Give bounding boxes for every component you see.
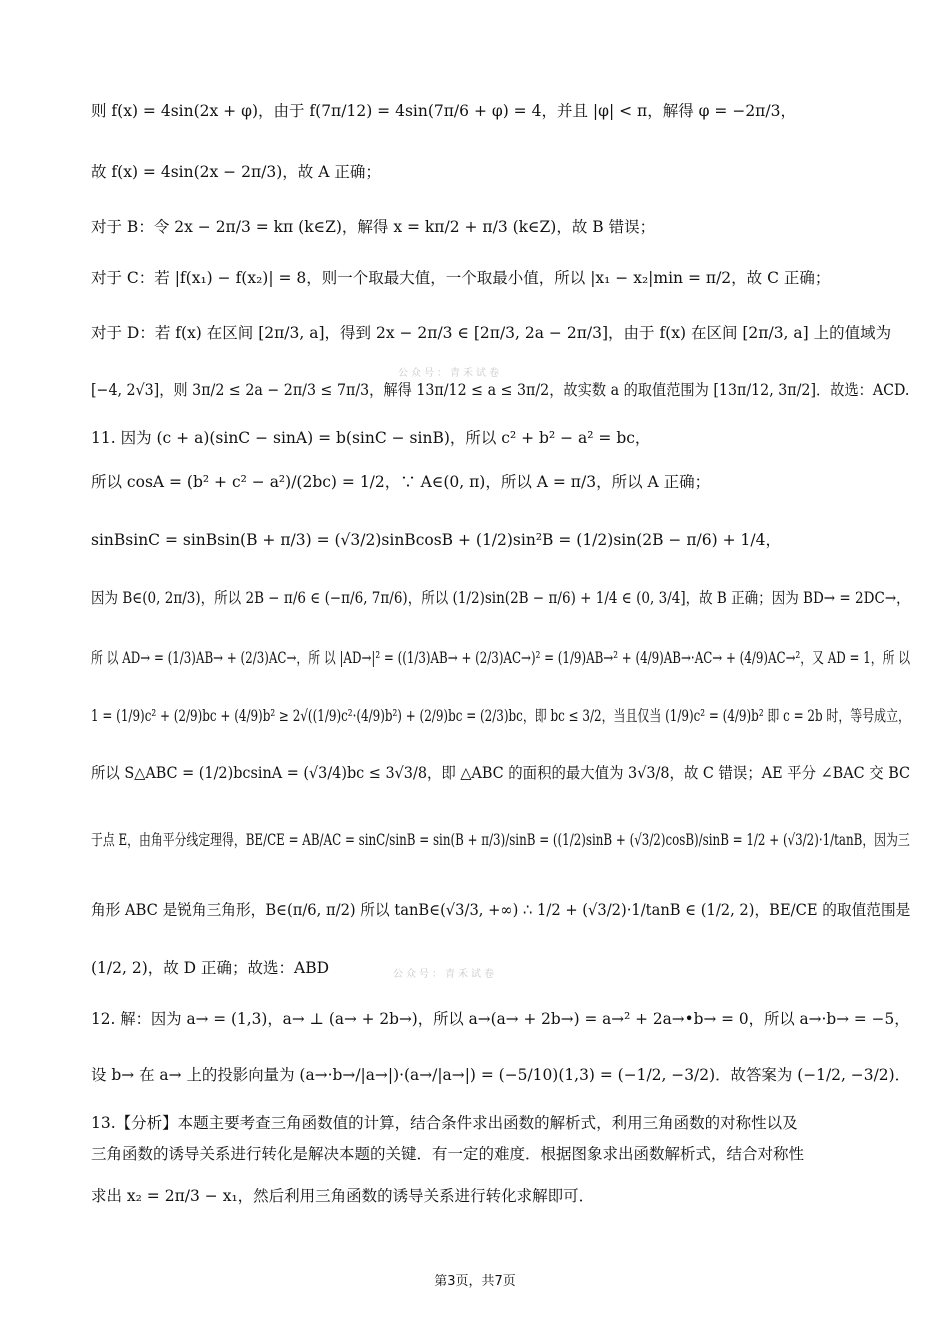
line-10: 因为 B∈(0, 2π/3)，所以 2B − π/6 ∈ (−π/6, 7π/6)，所以 (1/2)sin(2B − π/6) + 1/4 ∈ (0, 3/4]，故 B 正确；因为 BD→ = 2DC→， — [91, 589, 910, 607]
line-18: 设 b→ 在 a→ 上的投影向量为 (a→·b→/|a→|)·(a→/|a→|) = (−5/10)(1,3) = (−1/2, −3/2)．故答案为 (−1/2, −3/2)． — [91, 1066, 911, 1084]
line-4: 对于 C：若 |f(x₁) − f(x₂)| = 8，则一个取最大值，一个取最小值，所以 |x₁ − x₂|min = π/2，故 C 正确； — [91, 269, 831, 287]
watermark: 公众号：青禾试卷 — [398, 368, 502, 379]
line-19: 13.【分析】本题主要考查三角函数值的计算，结合条件求出函数的解析式，利用三角函数的对称性以及 — [91, 1114, 798, 1132]
line-21: 求出 x₂ = 2π/3 − x₁，然后利用三角函数的诱导关系进行转化求解即可． — [91, 1187, 595, 1205]
line-7: 11. 因为 (c + a)(sinC − sinA) = b(sinC − sinB)，所以 c² + b² − a² = bc， — [91, 429, 651, 447]
line-17: 12. 解：因为 a→ = (1,3)，a→ ⊥ (a→ + 2b→)，所以 a→(a→ + 2b→) = a→² + 2a→•b→ = 0，所以 a→·b→ = −5， — [91, 1010, 910, 1028]
line-13: 所以 S△ABC = (1/2)bcsinA = (√3/4)bc ≤ 3√3/8，即 △ABC 的面积的最大值为 3√3/8，故 C 错误；AE 平分 ∠BAC 交 BC — [91, 764, 911, 782]
line-1: 则 f(x) = 4sin(2x + φ)，由于 f(7π/12) = 4sin(7π/6 + φ) = 4，并且 |φ| < π，解得 φ = −2π/3， — [91, 102, 796, 120]
line-11: 所 以 AD→ = (1/3)AB→ + (2/3)AC→，所 以 |AD→|² = ((1/3)AB→ + (2/3)AC→)² = (1/9)AB→² + (4/9)AB→·AC→ + (4/9)AC→²，又 AD = 1，所 以 — [91, 649, 911, 667]
line-20: 三角函数的诱导关系进行转化是解决本题的关键．有一定的难度．根据图象求出函数解析式，结合对称性 — [91, 1145, 805, 1163]
line-12: 1 = (1/9)c² + (2/9)bc + (4/9)b² ≥ 2√((1/9)c²·(4/9)b²) + (2/9)bc = (2/3)bc，即 bc ≤ 3/2，当且仅当 (1/9)c² = (4/9)b² 即 c = 2b 时，等号成立， — [91, 707, 910, 725]
watermark: 公众号：青禾试卷 — [393, 969, 497, 980]
line-15: 角形 ABC 是锐角三角形，B∈(π/6, π/2) 所以 tanB∈(√3/3, +∞) ∴ 1/2 + (√3/2)·1/tanB ∈ (1/2, 2)，BE/CE 的取值范围是 — [91, 901, 911, 919]
line-16: (1/2, 2)，故 D 正确；故选：ABD — [91, 959, 330, 977]
line-5: 对于 D：若 f(x) 在区间 [2π/3, a]，得到 2x − 2π/3 ∈ [2π/3, 2a − 2π/3]，由于 f(x) 在区间 [2π/3, a] 上的值域为 — [91, 324, 892, 342]
line-2: 故 f(x) = 4sin(2x − 2π/3)，故 A 正确； — [91, 163, 381, 181]
line-9: sinBsinC = sinBsin(B + π/3) = (√3/2)sinBcosB + (1/2)sin²B = (1/2)sin(2B − π/6) + 1/4， — [91, 531, 781, 549]
line-14: 于点 E，由角平分线定理得，BE/CE = AB/AC = sinC/sinB = sin(B + π/3)/sinB = ((1/2)sinB + (√3/2)cosB)/sinB = 1/2 + (√3/2)·1/tanB，因为三 — [91, 831, 910, 849]
line-3: 对于 B：令 2x − 2π/3 = kπ (k∈Z)，解得 x = kπ/2 + π/3 (k∈Z)，故 B 错误； — [91, 218, 656, 236]
line-8: 所以 cosA = (b² + c² − a²)/(2bc) = 1/2，∵ A∈(0, π)，所以 A = π/3，所以 A 正确； — [91, 473, 711, 491]
page-footer: 第3页，共7页 — [434, 1274, 516, 1289]
line-6: [−4, 2√3]，则 3π/2 ≤ 2a − 2π/3 ≤ 7π/3，解得 13π/12 ≤ a ≤ 3π/2，故实数 a 的取值范围为 [13π/12, 3π/2]．故选：ACD. — [91, 381, 910, 399]
